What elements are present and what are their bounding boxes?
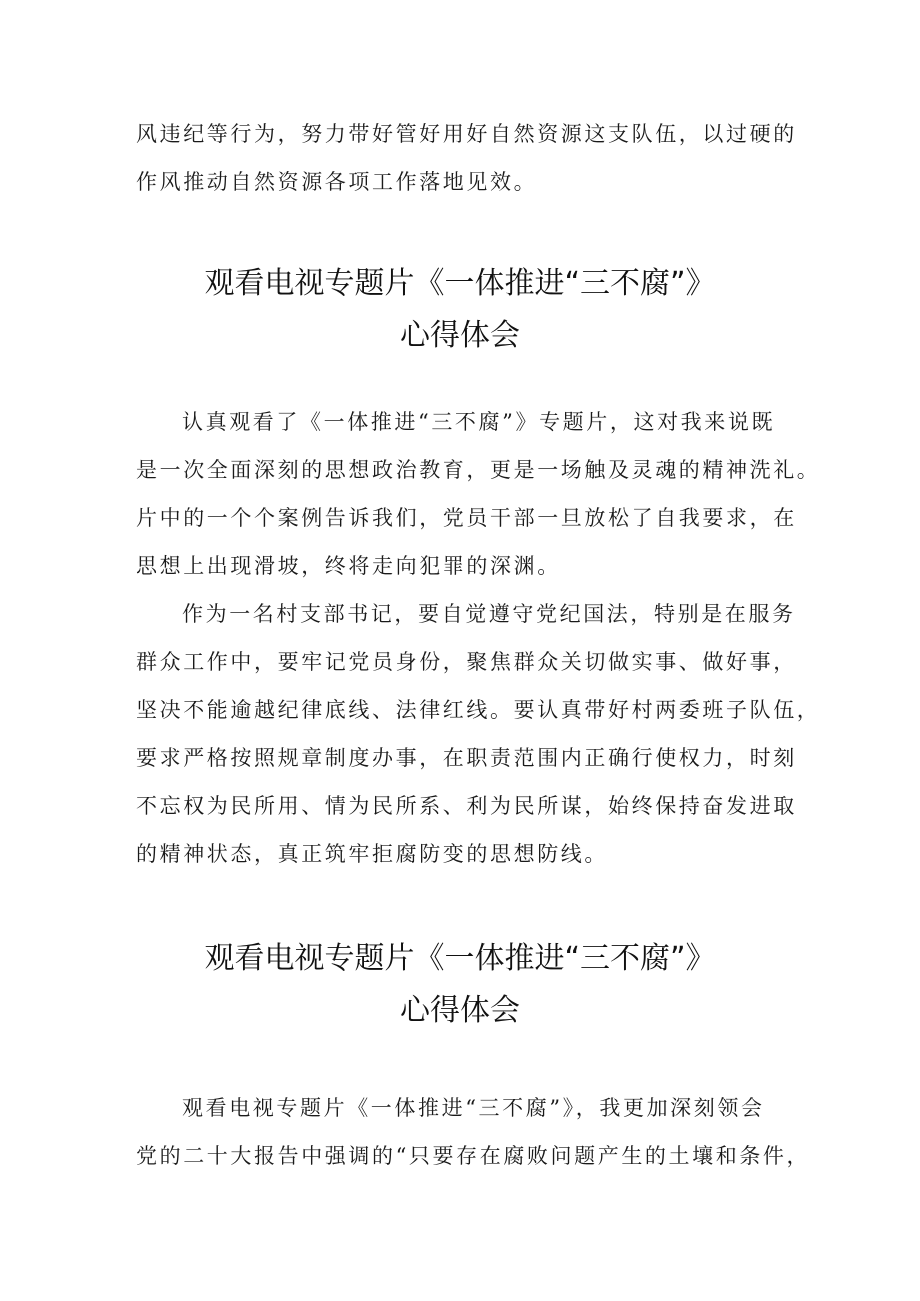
text-line: 作为一名村支部书记，要自觉遵守党纪国法，特别是在服务 [182,602,796,626]
title-line: 心得体会 [400,318,520,353]
title-line: 观看电视专题片《一体推进“三不腐”》 [204,266,716,301]
continuation-paragraph [136,110,796,206]
section-1-title [0,258,920,362]
section-1-paragraph-2 [136,590,821,878]
text-line: 党的二十大报告中强调的“只要存在腐败问题产生的土壤和条件， [136,1144,811,1168]
text-line: 坚决不能逾越纪律底线、法律红线。要认真带好村两委班子队伍， [136,698,821,722]
text-line: 认真观看了《一体推进“三不腐”》专题片，这对我来说既 [182,410,776,434]
section-2-title [0,933,920,1037]
text-line: 风违纪等行为，努力带好管好用好自然资源这支队伍，以过硬的 [136,122,797,146]
section-1-paragraph-1 [136,398,821,590]
text-line: 要求严格按照规章制度办事，在职责范围内正确行使权力，时刻 [136,746,797,770]
text-line: 片中的一个个案例告诉我们，党员干部一旦放松了自我要求，在 [136,506,797,530]
text-line: 群众工作中，要牢记党员身份，聚焦群众关切做实事、做好事， [136,650,797,674]
section-2-paragraph-1 [136,1084,811,1180]
title-line: 观看电视专题片《一体推进“三不腐”》 [204,941,716,976]
text-line: 是一次全面深刻的思想政治教育，更是一场触及灵魂的精神洗礼。 [136,458,821,482]
text-line: 思想上出现滑坡，终将走向犯罪的深渊。 [136,554,561,578]
text-line: 不忘权为民所用、情为民所系、利为民所谋，始终保持奋发进取 [136,794,797,818]
text-line: 观看电视专题片《一体推进“三不腐”》，我更加深刻领会 [182,1096,765,1120]
title-line: 心得体会 [400,993,520,1028]
text-line: 的精神状态，真正筑牢拒腐防变的思想防线。 [136,842,608,866]
text-line: 作风推动自然资源各项工作落地见效。 [136,170,538,194]
